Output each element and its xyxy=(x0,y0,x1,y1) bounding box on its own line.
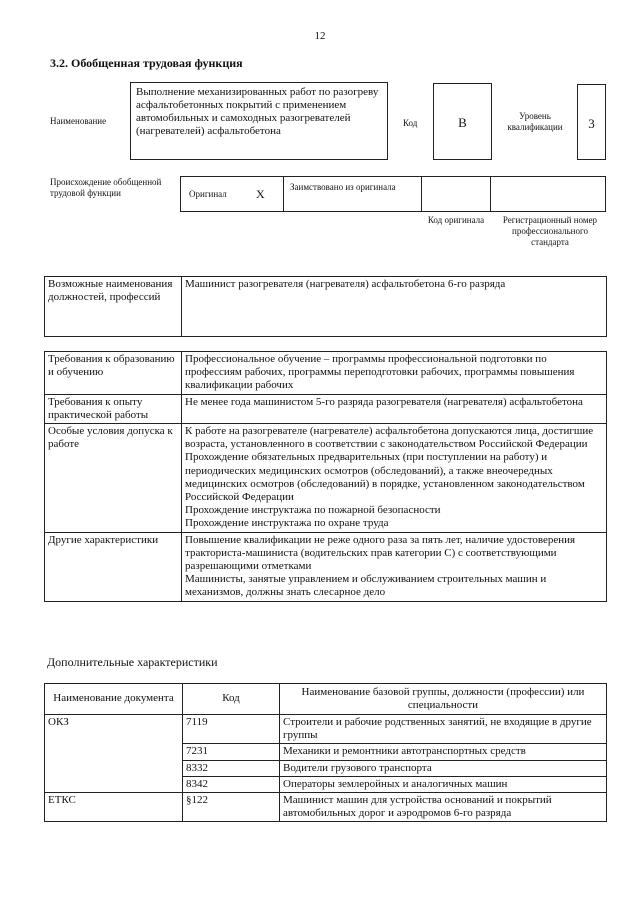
requirement-value: Профессиональное обучение – программы профессиональной подготовки по профессиям рабочих, программы переподготовки рабочих, программы повышения квалификации рабочих xyxy=(182,352,607,395)
requirement-row xyxy=(45,394,607,423)
page-number: 12 xyxy=(314,30,326,42)
origin-divider-3 xyxy=(490,176,491,212)
name-cell: Машинист машин для устройства оснований и покрытий автомобильных дорог и аэродромов 6-го разряда xyxy=(280,793,607,822)
level-label: Уровень квалификации xyxy=(507,111,563,132)
origin-label: Происхождение обобщенной трудовой функции xyxy=(50,177,162,198)
code-cell: 8332 xyxy=(183,760,280,776)
requirement-value: К работе на разогревателе (нагревателе) асфальтобетона допускаются лица, достигшие возраста, установленного в соответствии с законодательством Российской Федерации Прохождение обязательных предварительных (при поступлении на работу) и периодических медицинских осмотров (обследований), а также внеочередных медицинских осмотров (обследований) в порядке, установленном законодательством Российской Федерации Прохождение инструктажа по пожарной безопасности Прохождение инструктажа по охране труда xyxy=(182,424,607,533)
requirement-label: Особые условия допуска к работе xyxy=(45,424,182,533)
code-original-caption: Код оригинала xyxy=(427,215,485,225)
doc-cell: ЕТКС xyxy=(45,793,183,822)
requirement-value: Повышение квалификации не реже одного раза за пять лет, наличие удостоверения тракториста-машиниста (водительских прав категории C) с соответствующими разрешающими отметками Машинисты, занятые управлением и обслуживанием строительных машин и механизмов, должны знать слесарное дело xyxy=(182,532,607,601)
code-cell: §122 xyxy=(183,793,280,822)
requirement-row xyxy=(45,532,607,601)
requirement-row xyxy=(45,352,607,395)
positions-label: Возможные наименования должностей, профессий xyxy=(45,277,182,337)
header-document: Наименование документа xyxy=(45,684,183,715)
name-cell: Строители и рабочие родственных занятий, не входящие в другие группы xyxy=(280,715,607,744)
name-cell: Механики и ремонтники автотранспортных средств xyxy=(280,744,607,760)
requirements-table xyxy=(44,351,607,602)
positions-value: Машинист разогревателя (нагревателя) асфальтобетона 6-го разряда xyxy=(182,277,607,337)
additional-table xyxy=(44,683,607,822)
original-mark: X xyxy=(256,187,265,201)
name-label: Наименование xyxy=(50,116,107,126)
code-cell: 8342 xyxy=(183,776,280,792)
reg-number-caption: Регистрационный номер профессионального стандарта xyxy=(502,215,598,247)
header-group-name: Наименование базовой группы, должности (профессии) или специальности xyxy=(280,684,607,715)
table-row xyxy=(45,793,607,822)
level-value: 3 xyxy=(577,84,606,160)
code-cell: 7119 xyxy=(183,715,280,744)
code-label: Код xyxy=(403,118,418,128)
positions-table xyxy=(44,276,607,337)
name-cell: Операторы землеройных и аналогичных машин xyxy=(280,776,607,792)
name-value: Выполнение механизированных работ по разогреву асфальтобетонных покрытий с применением автомобильных и самоходных разогревателей (нагревателей) асфальтобетона xyxy=(130,82,388,160)
requirement-label: Требования к образованию и обучению xyxy=(45,352,182,395)
requirement-value: Не менее года машинистом 5-го разряда разогревателя (нагревателя) асфальтобетона xyxy=(182,394,607,423)
origin-divider-1 xyxy=(283,176,284,212)
requirement-label: Другие характеристики xyxy=(45,532,182,601)
borrowed-label: Заимствовано из оригинала xyxy=(290,182,396,192)
doc-cell: ОКЗ xyxy=(45,715,183,793)
additional-header-row xyxy=(45,684,607,715)
requirement-row xyxy=(45,424,607,533)
table-row xyxy=(45,715,607,744)
header-code: Код xyxy=(183,684,280,715)
code-cell: 7231 xyxy=(183,744,280,760)
section-title: 3.2. Обобщенная трудовая функция xyxy=(50,56,243,70)
name-cell: Водители грузового транспорта xyxy=(280,760,607,776)
requirement-label: Требования к опыту практической работы xyxy=(45,394,182,423)
origin-divider-2 xyxy=(421,176,422,212)
original-label: Оригинал xyxy=(189,189,227,199)
additional-title: Дополнительные характеристики xyxy=(47,655,218,669)
code-value: B xyxy=(433,83,492,160)
